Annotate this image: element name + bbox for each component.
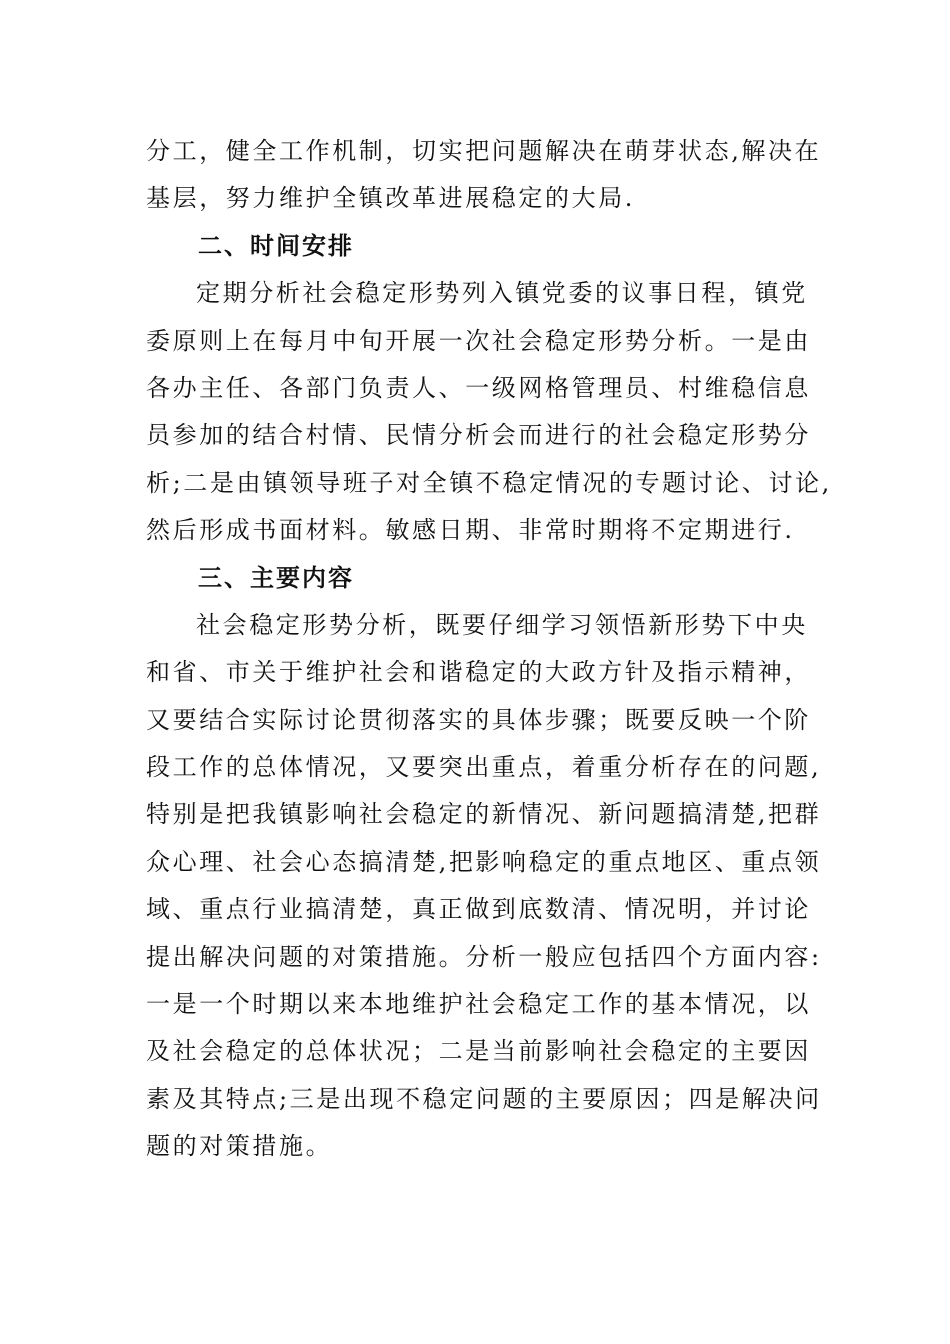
paragraph-line: 特别是把我镇影响社会稳定的新情况、新问题搞清楚,把群 [146, 800, 822, 829]
paragraph-line: 社会稳定形势分析，既要仔细学习领悟新形势下中央 [196, 610, 808, 639]
section-heading-main-content: 三、主要内容 [198, 563, 354, 592]
paragraph-line: 及社会稳定的总体状况；二是当前影响社会稳定的主要因 [146, 1037, 811, 1066]
paragraph-line: 然后形成书面材料。敏感日期、非常时期将不定期进行. [146, 516, 795, 545]
paragraph-line: 基层，努力维护全镇改革进展稳定的大局. [146, 184, 636, 213]
paragraph-line: 域、重点行业搞清楚，真正做到底数清、情况明，并讨论 [146, 895, 811, 924]
paragraph-line: 员参加的结合村情、民情分析会而进行的社会稳定形势分 [146, 421, 811, 450]
paragraph-line: 委原则上在每月中旬开展一次社会稳定形势分析。一是由 [146, 326, 811, 355]
paragraph-line: 提出解决问题的对策措施。分析一般应包括四个方面内容: [146, 942, 822, 971]
paragraph-line: 题的对策措施。 [146, 1132, 333, 1161]
paragraph-line: 析;二是由镇领导班子对全镇不稳定情况的专题讨论、讨论, [146, 468, 832, 497]
paragraph-line: 又要结合实际讨论贯彻落实的具体步骤；既要反映一个阶 [146, 705, 811, 734]
paragraph-line: 各办主任、各部门负责人、一级网格管理员、村维稳信息 [146, 373, 811, 402]
paragraph-line: 素及其特点;三是出现不稳定问题的主要原因；四是解决问 [146, 1084, 822, 1113]
paragraph-line: 段工作的总体情况，又要突出重点，着重分析存在的问题, [146, 753, 822, 782]
paragraph-line: 一是一个时期以来本地维护社会稳定工作的基本情况，以 [146, 990, 811, 1019]
paragraph-line: 定期分析社会稳定形势列入镇党委的议事日程，镇党 [196, 279, 808, 308]
section-heading-schedule: 二、时间安排 [198, 231, 354, 260]
document-body [146, 128, 832, 1171]
paragraph-line: 和省、市关于维护社会和谐稳定的大政方针及指示精神， [146, 658, 811, 687]
paragraph-line: 分工，健全工作机制，切实把问题解决在萌芽状态,解决在 [146, 137, 822, 165]
paragraph-line: 众心理、社会心态搞清楚,把影响稳定的重点地区、重点领 [146, 847, 822, 876]
